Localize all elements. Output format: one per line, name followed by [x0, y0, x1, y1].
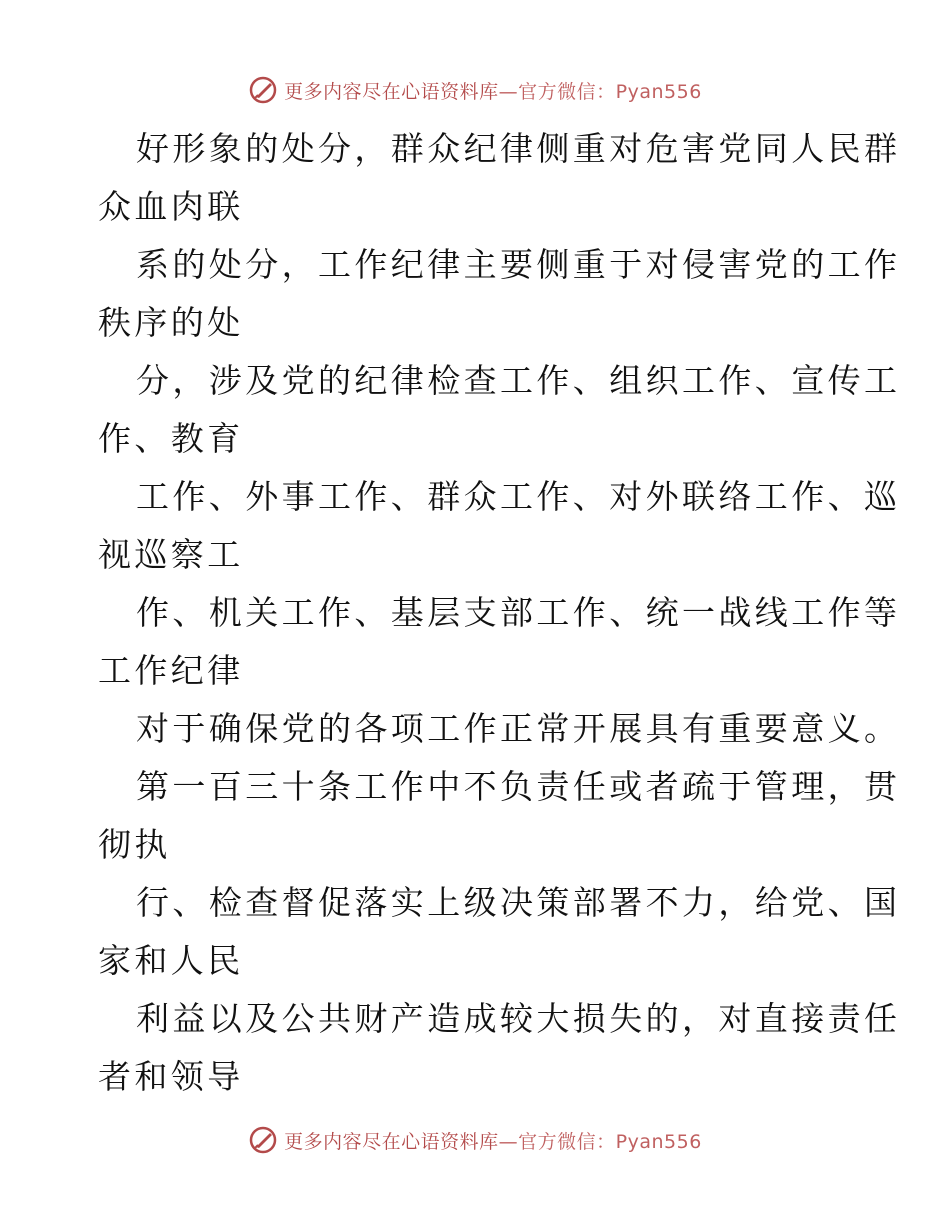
- paragraph-continuation: 秩序的处: [98, 303, 244, 342]
- paragraph-6: [98, 700, 901, 758]
- paragraph-8: [98, 874, 901, 990]
- paragraph-line: 系的处分，工作纪律主要侧重于对侵害党的工作: [136, 245, 901, 284]
- paragraph-line: 好形象的处分，群众纪律侧重对危害党同人民群: [136, 129, 901, 168]
- watermark-contact: —官方微信：Pyan556: [498, 80, 702, 103]
- paragraph-line: 行、检查督促落实上级决策部署不力，给党、国: [136, 883, 901, 922]
- paragraph-line: 第一百三十条工作中不负责任或者疏于管理，贯: [136, 767, 901, 806]
- paragraph-line: 工作、外事工作、群众工作、对外联络工作、巡: [136, 477, 901, 516]
- watermark-text: [284, 77, 702, 104]
- paragraph-3: [98, 352, 901, 468]
- paragraph-continuation: 众血肉联: [98, 187, 244, 226]
- footer-watermark: [0, 1122, 950, 1158]
- paragraph-line: 分，涉及党的纪律检查工作、组织工作、宣传工: [136, 361, 901, 400]
- watermark-brand: 更多内容尽在心语资料库: [284, 1130, 499, 1153]
- header-watermark: [0, 72, 950, 108]
- paragraph-4: [98, 468, 901, 584]
- paragraph-continuation: 家和人民: [98, 941, 244, 980]
- paragraph-continuation: 彻执: [98, 825, 171, 864]
- paragraph-line: 对于确保党的各项工作正常开展具有重要意义。: [136, 709, 901, 748]
- paragraph-line: 利益以及公共财产造成较大损失的，对直接责任: [136, 999, 901, 1038]
- watermark-text: [284, 1127, 702, 1154]
- paragraph-continuation: 者和领导: [98, 1057, 244, 1096]
- paragraph-2: [98, 236, 901, 352]
- paragraph-continuation: 工作纪律: [98, 651, 244, 690]
- watermark-contact: —官方微信：Pyan556: [498, 1130, 702, 1153]
- paragraph-5: [98, 584, 901, 700]
- paragraph-line: 作、机关工作、基层支部工作、统一战线工作等: [136, 593, 901, 632]
- quill-seal-logo-icon: [248, 1125, 278, 1155]
- paragraph-7: [98, 758, 901, 874]
- paragraph-continuation: 作、教育: [98, 419, 244, 458]
- paragraph-1: [98, 120, 901, 236]
- document-body: [98, 120, 901, 1106]
- paragraph-9: [98, 990, 901, 1106]
- paragraph-continuation: 视巡察工: [98, 535, 244, 574]
- watermark-brand: 更多内容尽在心语资料库: [284, 80, 499, 103]
- quill-seal-logo-icon: [248, 75, 278, 105]
